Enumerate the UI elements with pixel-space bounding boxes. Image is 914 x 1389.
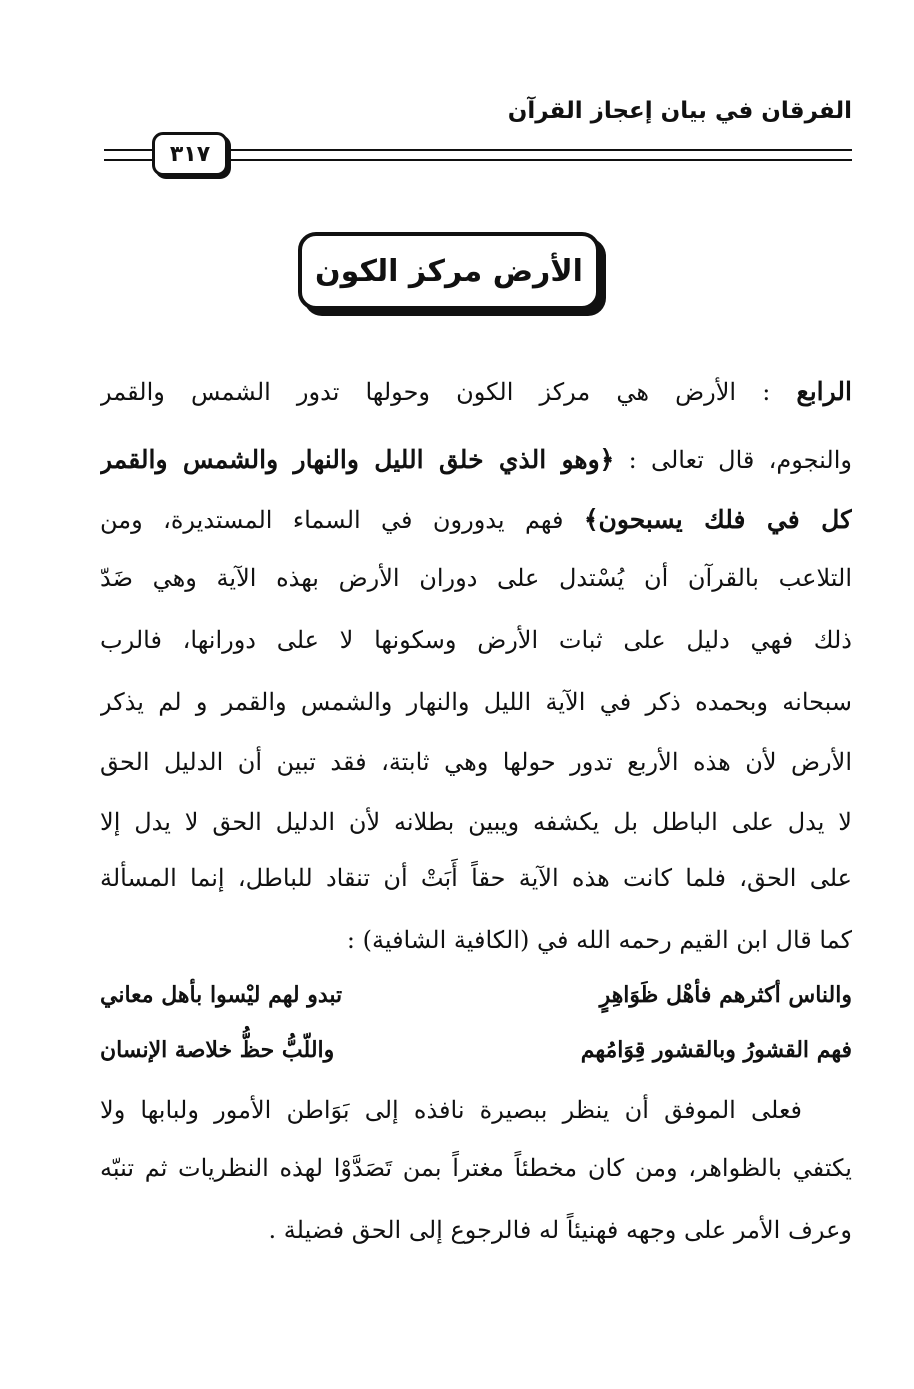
paragraph-line — [100, 372, 852, 412]
chapter-title-box — [298, 232, 600, 310]
section-lead-word: الرابع — [796, 377, 852, 406]
poem-hemistich: واللّبُّ حظُّ خلاصة الإنسان — [100, 1037, 335, 1063]
quran-verse-text: ﴿وهو الذي خلق الليل والنهار والشمس والقمر — [100, 445, 615, 474]
text-run: فهم يدورون في السماء المستديرة، ومن — [100, 506, 584, 534]
poem-hemistich: تبدو لهم ليْسوا بأهل معاني — [100, 982, 343, 1008]
header-rule — [104, 159, 154, 161]
running-title: الفرقان في بيان إعجاز القرآن — [507, 98, 852, 124]
poem-hemistich: والناس أكثرهم فأهْل ظَوَاهِرٍ — [599, 982, 852, 1008]
paragraph-line: الأرض لأن هذه الأربع تدور حولها وهي ثابتة، فقد تبين أن الدليل الحق — [100, 748, 852, 776]
header-rule — [228, 149, 852, 151]
header-rule — [104, 149, 154, 151]
page-number: ٣١٧ — [152, 132, 228, 176]
paragraph-line: يكتفي بالظواهر، ومن كان مخطئاً مغتراً بمن تَصَدَّوْا لهذه النظريات ثم تنبّه — [100, 1154, 852, 1182]
paragraph-line — [100, 500, 852, 540]
chapter-title: الأرض مركز الكون — [315, 253, 583, 289]
text-run: : الأرض هي مركز الكون وحولها تدور الشمس والقمر — [100, 378, 797, 406]
paragraph-line: على الحق، فلما كانت هذه الآية حقاً أَبَتْ أن تنقاد للباطل، إنما المسألة — [100, 864, 852, 892]
paragraph-line: فعلى الموفق أن ينظر ببصيرة نافذه إلى بَوَاطن الأمور ولبابها ولا — [100, 1096, 802, 1124]
paragraph-line — [100, 440, 852, 480]
text-run: والنجوم، قال تعالى : — [614, 446, 852, 474]
paragraph-line: لا يدل على الباطل بل يكشفه ويبين بطلانه لأن الدليل الحق لا يدل إلا — [100, 808, 852, 836]
paragraph-line: وعرف الأمر على وجهه فهنيئاً له فالرجوع إلى الحق فضيلة . — [268, 1216, 852, 1244]
quran-verse-text: كل في فلك يسبحون﴾ — [583, 505, 852, 534]
paragraph-line: ذلك فهي دليل على ثبات الأرض وسكونها لا على دورانها، فالرب — [100, 626, 852, 654]
paragraph-line: التلاعب بالقرآن أن يُسْتدل على دوران الأرض بهذه الآية وهي ضَدّ — [100, 564, 852, 592]
paragraph-line: كما قال ابن القيم رحمه الله في (الكافية الشافية) : — [346, 926, 852, 954]
poem-hemistich: فهم القشورُ وبالقشور قِوَامُهم — [580, 1037, 852, 1063]
header-rule — [228, 159, 852, 161]
paragraph-line: سبحانه وبحمده ذكر في الآية الليل والنهار والشمس والقمر و لم يذكر — [100, 688, 852, 716]
